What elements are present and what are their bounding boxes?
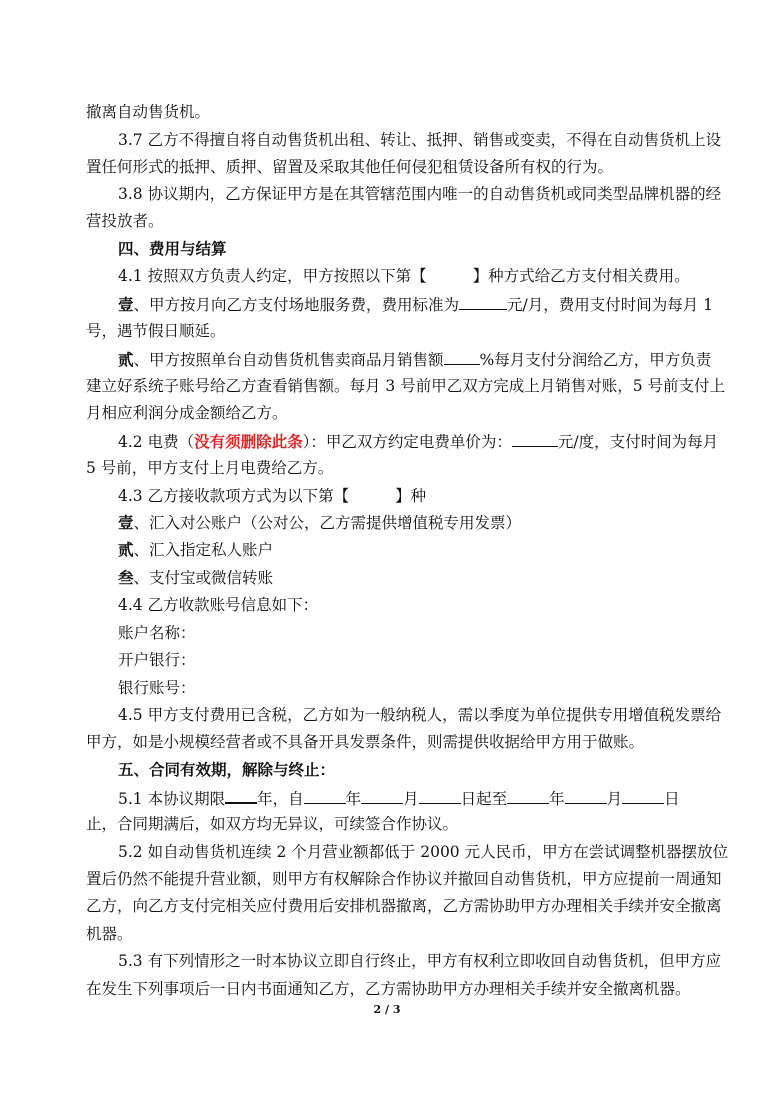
clause-3-8-cont: 营投放者。: [86, 212, 164, 230]
clause-4-1-text-a: 4.1 按照双方负责人约定，甲方按照以下第【: [118, 267, 427, 285]
clause-5-1-cont: 止，合同期满后，如双方均无异议，可续签合作协议。: [86, 815, 459, 833]
clause-4-3-text-b: 】种: [395, 487, 427, 505]
clause-5-2-cont-3: 机器。: [86, 925, 133, 943]
text-month: 月: [403, 790, 419, 808]
clause-5-1: [118, 787, 738, 809]
blank-electricity-price: [512, 431, 558, 447]
clause-3-8: 3.8 协议期内，乙方保证甲方是在其管辖范围内唯一的自动售货机或同类型品牌机器的经: [118, 185, 722, 203]
clause-4-5-cont: 甲方，如是小规模经营者或不具备开具发票条件，则需提供收据给甲方用于做账。: [86, 733, 645, 751]
option-2-cont-2: 月相应利润分成金额给乙方。: [86, 404, 288, 422]
blank-percent: [444, 349, 480, 365]
text-year-from: 年，自: [257, 790, 304, 808]
option-1-text-a: 、甲方按月向乙方支付场地服务费，费用标准为: [133, 296, 460, 314]
text-month: 月: [606, 790, 623, 808]
option-label-yi: 壹: [118, 513, 134, 532]
clause-5-3-cont: 在发生下列事项后一日内书面通知乙方，乙方需协助甲方办理相关手续并安全撤离机器。: [86, 980, 691, 998]
text-day: 日: [664, 790, 680, 808]
payment-option-2: [118, 540, 738, 560]
clause-4-2-text-a: 4.2 电费（: [118, 433, 195, 451]
clause-4-1: [118, 266, 738, 286]
option-2-cont: 建立好系统子账号给乙方查看销售额。每月 3 号前甲乙双方完成上月销售对账，5 号前支付上: [86, 377, 726, 395]
text-year: 年: [345, 790, 362, 808]
option-1-text-b: 元/月，费用支付时间为每月 1: [507, 296, 714, 314]
option-label-san: 叁: [118, 568, 134, 587]
blank-start-month: [361, 788, 403, 804]
clause-4-2: [118, 431, 738, 452]
payment-option-1: [118, 513, 738, 533]
section-heading-5: 五、合同有效期，解除与终止：: [118, 760, 336, 779]
option-2-text-b: %每月支付分润给乙方，甲方负责: [479, 351, 712, 369]
delete-note: 没有须删除此条: [194, 432, 303, 451]
clause-5-2-cont: 置后仍然不能提升营业额，则甲方有权解除合作协议并撤回自动售货机，甲方应提前一周通知: [86, 870, 722, 888]
clause-4-2-cont: 5 号前，甲方支付上月电费给乙方。: [86, 459, 334, 477]
paragraph-line: 撤离自动售货机。: [86, 103, 211, 121]
blank-start-year: [304, 788, 346, 804]
option-2-text-a: 、甲方按照单台自动售货机售卖商品月销售额: [133, 351, 444, 369]
option-1-fee: [118, 294, 738, 315]
clause-4-5: 4.5 甲方支付费用已含税，乙方如为一般纳税人，需以季度为单位提供专用增值税发票给: [118, 706, 722, 724]
clause-5-3: 5.3 有下列情形之一时本协议立即自行终止，甲方有权利立即收回自动售货机，但甲方应: [118, 952, 722, 970]
clause-3-7-cont: 置任何形式的抵押、质押、留置及采取其他任何侵犯租赁设备所有权的行为。: [86, 158, 614, 176]
clause-4-1-text-b: 】种方式给乙方支付相关费用。: [472, 267, 690, 285]
payment-option-3: [118, 568, 738, 588]
section-heading-4: 四、费用与结算: [118, 239, 227, 258]
clause-4-3-text-a: 4.3 乙方接收款项方式为以下第【: [118, 487, 350, 505]
option-label-er: 贰: [118, 350, 134, 369]
blank-end-day: [622, 788, 664, 804]
text-day-to: 日起至: [460, 790, 508, 808]
account-number-label: 银行账号：: [118, 679, 196, 697]
clause-5-2-cont-2: 乙方，向乙方支付完相关应付费用后安排机器撤离，乙方需协助甲方办理相关手续并安全撤离: [86, 897, 722, 915]
blank-end-month: [565, 788, 607, 804]
blank-fee: [459, 294, 507, 310]
option-1-cont: 号，遇节假日顺延。: [86, 322, 226, 340]
option-label-er: 贰: [118, 540, 134, 559]
clause-4-2-text-c: 元/度，支付时间为每月: [557, 433, 719, 451]
option-2-share: [118, 349, 738, 370]
blank-end-year: [507, 788, 549, 804]
payment-option-1-text: 、汇入对公账户（公对公，乙方需提供增值税专用发票）: [133, 514, 522, 532]
payment-option-2-text: 、汇入指定私人账户: [133, 541, 274, 559]
clause-4-3: [118, 486, 738, 506]
blank-start-day: [419, 788, 461, 804]
option-label-yi: 壹: [118, 295, 134, 314]
clause-5-1-text-a: 5.1 本协议期限: [118, 790, 226, 808]
clause-4-4: 4.4 乙方收款账号信息如下：: [118, 596, 319, 614]
bank-name-label: 开户银行：: [118, 651, 196, 669]
page-number: 2 / 3: [373, 1003, 401, 1016]
clause-3-7: 3.7 乙方不得擅自将自动售货机出租、转让、抵押、销售或变卖，不得在自动售货机上设: [118, 131, 722, 149]
account-name-label: 账户名称：: [118, 624, 196, 642]
clause-5-2: 5.2 如自动售货机连续 2 个月营业额都低于 2000 元人民币，甲方在尝试调整机器摆放位: [118, 843, 729, 861]
text-year: 年: [549, 790, 565, 808]
blank-years: [225, 787, 257, 804]
clause-4-2-text-b: ）：甲乙双方约定电费单价为：: [302, 433, 512, 451]
payment-option-3-text: 、支付宝或微信转账: [133, 569, 274, 587]
